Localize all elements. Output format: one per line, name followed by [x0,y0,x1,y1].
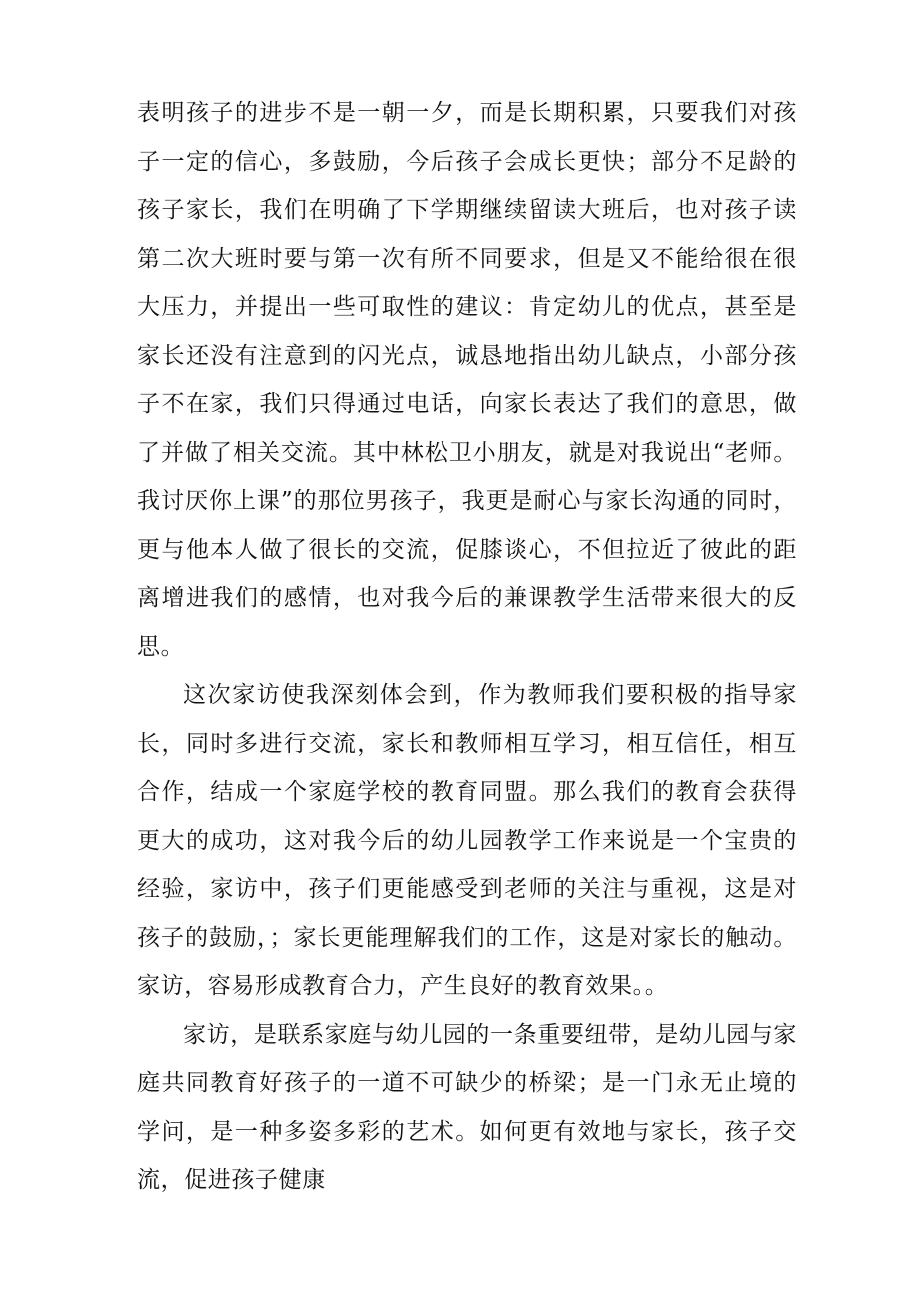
paragraph-2: 这次家访使我深刻体会到，作为教师我们要积极的指导家长，同时多进行交流，家长和教师相互学习，相互信任，相互合作，结成一个家庭学校的教育同盟。那么我们的教育会获得更大的成功，这对我今后的幼儿园教学工作来说是一个宝贵的经验，家访中，孩子们更能感受到老师的关注与重视，这是对孩子的鼓励，；家长更能理解我们的工作，这是对家长的触动。家访，容易形成教育合力，产生良好的教育效果。。 [137,682,797,999]
paragraph-1: 表明孩子的进步不是一朝一夕，而是长期积累，只要我们对孩子一定的信心，多鼓励，今后孩子会成长更快；部分不足龄的孩子家长，我们在明确了下学期继续留读大班后，也对孩子读第二次大班时要与第一次有所不同要求，但是又不能给很在很大压力，并提出一些可取性的建议：肯定幼儿的优点，甚至是家长还没有注意到的闪光点，诚恳地指出幼儿缺点，小部分孩子不在家，我们只得通过电话，向家长表达了我们的意思，做了并做了相关交流。其中林松卫小朋友，就是对我说出“老师。我讨厌你上课”的那位男孩子，我更是耐心与家长沟通的同时，更与他本人做了很长的交流，促膝谈心，不但拉近了彼此的距离增进我们的感情，也对我今后的兼课教学生活带来很大的反思。 [137,100,797,660]
document-body [137,89,797,1205]
paragraph-3: 家访，是联系家庭与幼儿园的一条重要纽带，是幼儿园与家庭共同教育好孩子的一道不可缺少的桥梁；是一门永无止境的学问，是一种多姿多彩的艺术。如何更有效地与家长，孩子交流，促进孩子健康 [137,1021,797,1193]
